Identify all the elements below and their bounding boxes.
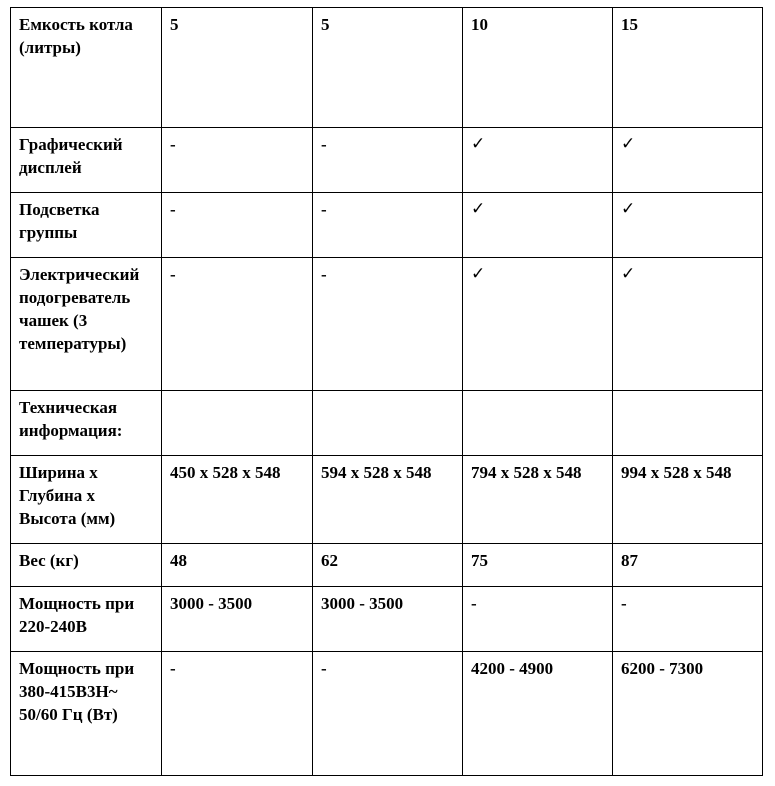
table-cell — [613, 391, 763, 456]
table-cell: - — [162, 258, 313, 391]
table-cell: 5 — [162, 8, 313, 128]
table-cell: 594 х 528 х 548 — [313, 456, 463, 544]
table-cell: - — [162, 128, 313, 193]
table-cell: - — [613, 587, 763, 652]
table-cell: - — [463, 587, 613, 652]
table-cell: - — [313, 258, 463, 391]
checkmark-icon: ✓ — [463, 193, 613, 258]
row-label-cup-warmer: Электрический подогреватель чашек (3 температуры) — [11, 258, 162, 391]
table-row — [11, 652, 763, 776]
table-row — [11, 391, 763, 456]
table-cell: 87 — [613, 544, 763, 587]
spec-table — [10, 7, 763, 776]
row-label-weight: Вес (кг) — [11, 544, 162, 587]
table-row — [11, 128, 763, 193]
checkmark-icon: ✓ — [463, 128, 613, 193]
table-cell: 5 — [313, 8, 463, 128]
table-cell: 4200 - 4900 — [463, 652, 613, 776]
table-cell: 62 — [313, 544, 463, 587]
table-row — [11, 587, 763, 652]
table-cell: - — [162, 652, 313, 776]
table-cell: 3000 - 3500 — [313, 587, 463, 652]
row-label-dimensions: Ширина х Глубина х Высота (мм) — [11, 456, 162, 544]
table-cell: - — [313, 193, 463, 258]
table-cell: 10 — [463, 8, 613, 128]
checkmark-icon: ✓ — [613, 193, 763, 258]
table-row — [11, 258, 763, 391]
table-cell: - — [313, 652, 463, 776]
table-cell: - — [313, 128, 463, 193]
checkmark-icon: ✓ — [463, 258, 613, 391]
row-label-power-220: Мощность при 220-240В — [11, 587, 162, 652]
table-cell: 48 — [162, 544, 313, 587]
table-cell: - — [162, 193, 313, 258]
row-label-power-380: Мощность при 380-415В3Н~ 50/60 Гц (Вт) — [11, 652, 162, 776]
table-cell: 994 х 528 х 548 — [613, 456, 763, 544]
table-cell: 794 х 528 х 548 — [463, 456, 613, 544]
table-row — [11, 193, 763, 258]
checkmark-icon: ✓ — [613, 128, 763, 193]
row-label-group-lighting: Подсветка группы — [11, 193, 162, 258]
row-label-technical-info: Техническая информация: — [11, 391, 162, 456]
row-label-graphic-display: Графический дисплей — [11, 128, 162, 193]
checkmark-icon: ✓ — [613, 258, 763, 391]
table-cell — [313, 391, 463, 456]
table-row — [11, 456, 763, 544]
table-row — [11, 544, 763, 587]
table-cell — [162, 391, 313, 456]
row-label-boiler-capacity: Емкость котла (литры) — [11, 8, 162, 128]
table-cell: 15 — [613, 8, 763, 128]
table-cell — [463, 391, 613, 456]
table-cell: 6200 - 7300 — [613, 652, 763, 776]
table-cell: 3000 - 3500 — [162, 587, 313, 652]
table-cell: 75 — [463, 544, 613, 587]
table-cell: 450 х 528 х 548 — [162, 456, 313, 544]
table-row — [11, 8, 763, 128]
